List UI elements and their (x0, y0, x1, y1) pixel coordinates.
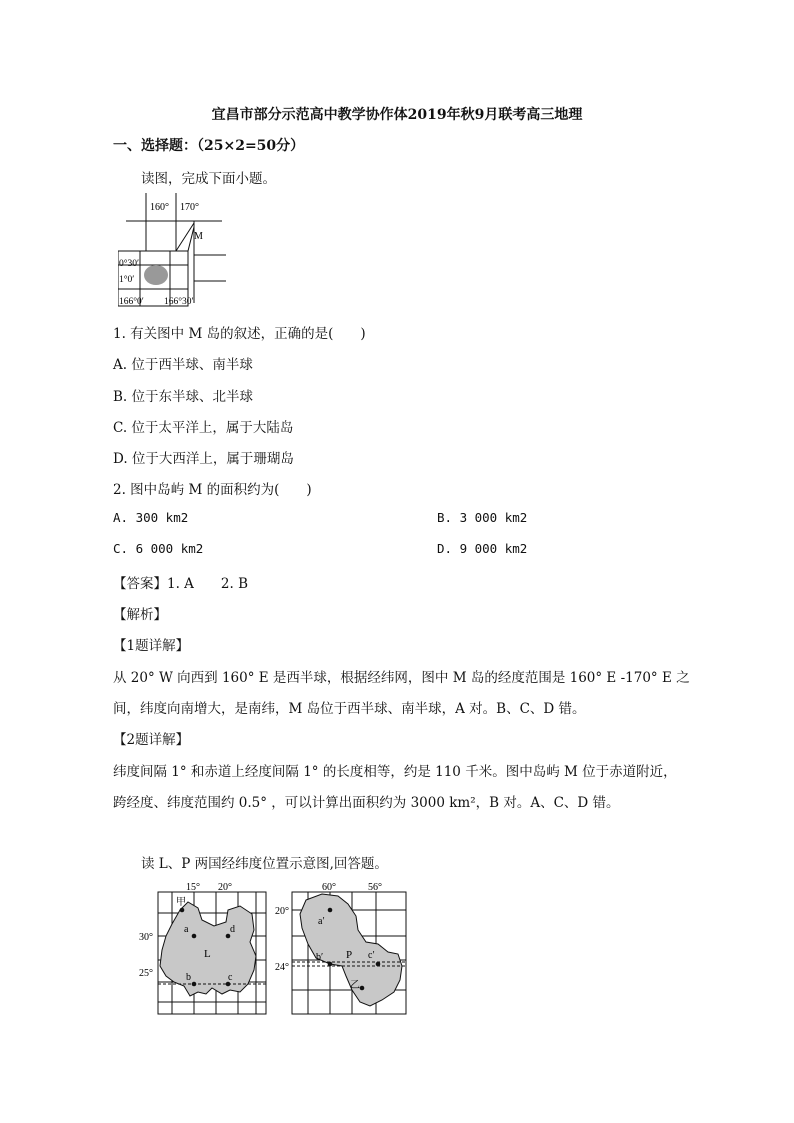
question-2-option-c: C. 6 000 km2 (113, 541, 204, 556)
p-lon-60: 60° (322, 882, 336, 893)
group2-prompt: 读 L、P 两国经纬度位置示意图,回答题。 (141, 856, 388, 872)
l-label-country: L (204, 948, 211, 960)
group1-prompt: 读图，完成下面小题。 (141, 171, 276, 187)
p-label-b: b′ (316, 952, 324, 963)
p-label-a: a′ (318, 916, 325, 927)
detail-2-line-1: 纬度间隔 1° 和赤道上经度间隔 1° 的长度相等，约是 110 千米。图中岛屿 M 位于赤道附近， (113, 764, 677, 780)
question-2-stem: 2. 图中岛屿 M 的面积约为( ) (113, 482, 312, 498)
detail-2-heading: 【2题详解】 (113, 732, 190, 748)
answer-line: 【答案】1. A 2. B (113, 576, 249, 592)
lon-label-170: 170° (180, 202, 199, 213)
lat-label-1-0: 1°0′ (119, 275, 135, 285)
detail-1-heading: 【1题详解】 (113, 638, 190, 654)
question-1-stem: 1. 有关图中 M 岛的叙述，正确的是( ) (113, 326, 366, 342)
detail-2-line-2: 跨经度、纬度范围约 0.5° ，可以计算出面积约为 3000 km²，B 对。A、C、D 错。 (113, 795, 620, 811)
country-l-map (136, 880, 270, 1018)
l-label-b: b (186, 972, 191, 983)
country-p-map (272, 880, 410, 1018)
detail-1-line-2: 间，纬度向南增大，是南纬，M 岛位于西半球、南半球，A 对。B、C、D 错。 (113, 701, 586, 717)
question-2-option-d: D. 9 000 km2 (437, 541, 528, 556)
lat-label-0-30: 0°30′ (119, 259, 140, 269)
lon-label-166-30: 166°30′ (164, 297, 194, 307)
question-1-option-b: B. 位于东半球、北半球 (113, 389, 254, 405)
l-label-a: a (184, 924, 189, 935)
page-title: 宜昌市部分示范高中教学协作体2019年秋9月联考高三地理 (211, 107, 583, 123)
detail-1-line-1: 从 20° W 向西到 160° E 是西半球，根据经纬网，图中 M 岛的经度范围是 160° E -170° E 之 (113, 670, 690, 686)
island-m-shape (144, 265, 168, 285)
section-heading: 一、选择题：（25×2=50分） (113, 138, 305, 154)
l-lon-20: 20° (218, 882, 232, 893)
question-2-option-a: A. 300 km2 (113, 510, 189, 525)
l-label-jia: 甲 (176, 897, 186, 908)
l-label-c: c (228, 972, 233, 983)
l-lat-25: 25° (139, 968, 153, 979)
analysis-heading: 【解析】 (113, 607, 167, 623)
island-label-m: M (194, 231, 203, 242)
l-lon-15: 15° (186, 882, 200, 893)
question-1-option-a: A. 位于西半球、南半球 (113, 357, 253, 373)
p-label-country: P (346, 949, 353, 961)
question-1-option-d: D. 位于大西洋上，属于珊瑚岛 (113, 451, 294, 467)
question-1-option-c: C. 位于太平洋上，属于大陆岛 (113, 420, 294, 436)
island-m-grid-map (118, 193, 230, 311)
question-2-option-b: B. 3 000 km2 (437, 510, 528, 525)
p-lat-20: 20° (275, 906, 289, 917)
lon-label-160: 160° (150, 202, 169, 213)
l-label-d: d (230, 924, 235, 935)
p-label-yi: 乙 (350, 980, 360, 991)
p-lat-24: 24° (275, 962, 289, 973)
p-lon-56: 56° (368, 882, 382, 893)
l-lat-30: 30° (139, 932, 153, 943)
p-label-c: c′ (368, 950, 375, 961)
lon-label-166-0: 166°0′ (119, 297, 144, 307)
